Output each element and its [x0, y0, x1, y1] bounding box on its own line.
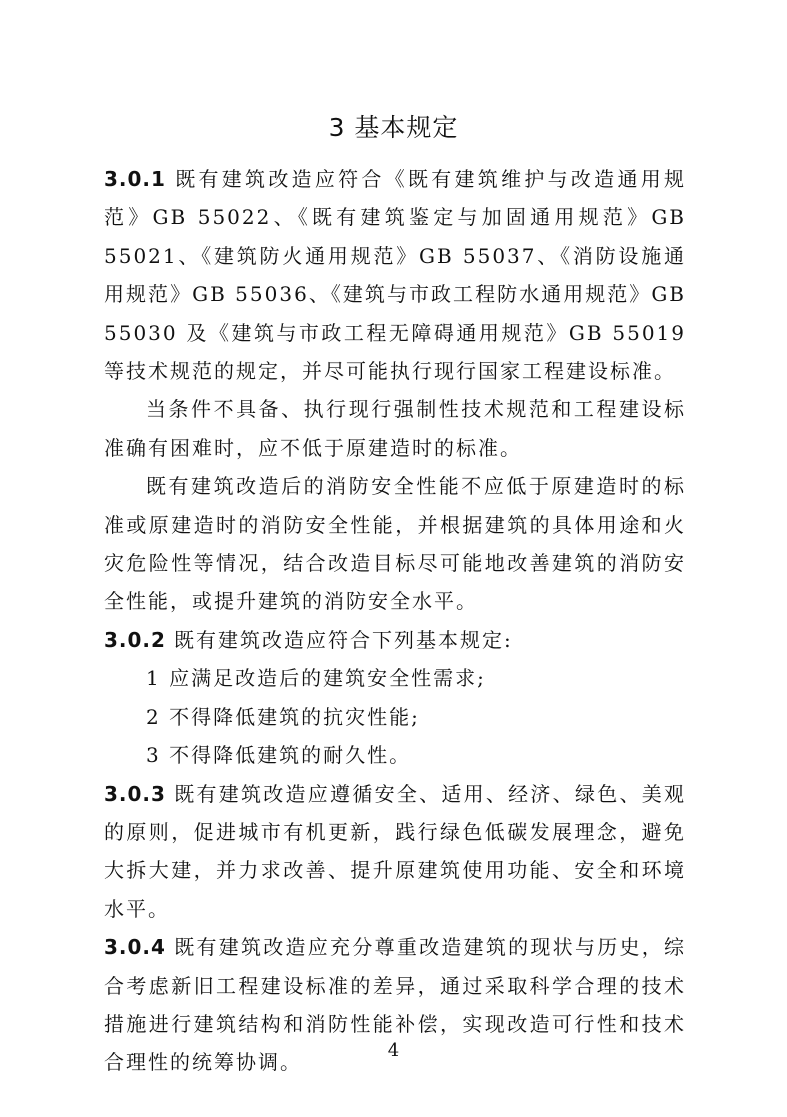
- clause-number: 3.0.1: [104, 167, 166, 191]
- clause-number: 3.0.3: [104, 781, 166, 806]
- clause-number: 3.0.4: [104, 935, 166, 960]
- document-body: [104, 160, 686, 1082]
- clause-text: 既有建筑改造应遵循安全、适用、经济、绿色、美观的原则，促进城市有机更新，践行绿色低碳发展理念，避免大拆大建，并力求改善、提升原建筑使用功能、安全和环境水平。: [104, 781, 686, 921]
- clause-text: 既有建筑改造应符合《既有建筑维护与改造通用规范》GB 55022、《既有建筑鉴定与加固通用规范》GB 55021、《建筑防火通用规范》GB 55037、《消防设施通用规范》GB 55036、《建筑与市政工程防水通用规范》GB 55030 及《建筑与市政工程无障碍通用规范》GB 55019 等技术规范的规定，并尽可能执行现行国家工程建设标准。: [104, 167, 686, 384]
- chapter-title: 3 基本规定: [328, 113, 459, 142]
- clause-3-0-3: [104, 775, 686, 929]
- clause-3-0-1: [104, 160, 686, 390]
- clause-3-0-2: [104, 621, 686, 659]
- clause-paragraph: 当条件不具备、执行现行强制性技术规范和工程建设标准确有困难时，应不低于原建造时的标准。: [104, 397, 686, 460]
- clause-paragraph: 既有建筑改造后的消防安全性能不应低于原建造时的标准或原建造时的消防安全性能，并根据建筑的具体用途和火灾危险性等情况，结合改造目标尽可能地改善建筑的消防安全性能，或提升建筑的消防安全水平。: [104, 474, 686, 614]
- list-item: 2 不得降低建筑的抗灾性能;: [146, 704, 420, 729]
- page-number: 4: [387, 1040, 400, 1061]
- list-item: 1 应满足改造后的建筑安全性需求;: [146, 666, 486, 691]
- clause-text: 既有建筑改造应符合下列基本规定:: [173, 627, 513, 652]
- clause-number: 3.0.2: [104, 627, 166, 652]
- clause-text: 既有建筑改造应充分尊重改造建筑的现状与历史，综合考虑新旧工程建设标准的差异，通过采取科学合理的技术措施进行建筑结构和消防性能补偿，实现改造可行性和技术合理性的统筹协调。: [104, 935, 686, 1075]
- list-item: 3 不得降低建筑的耐久性。: [146, 743, 412, 768]
